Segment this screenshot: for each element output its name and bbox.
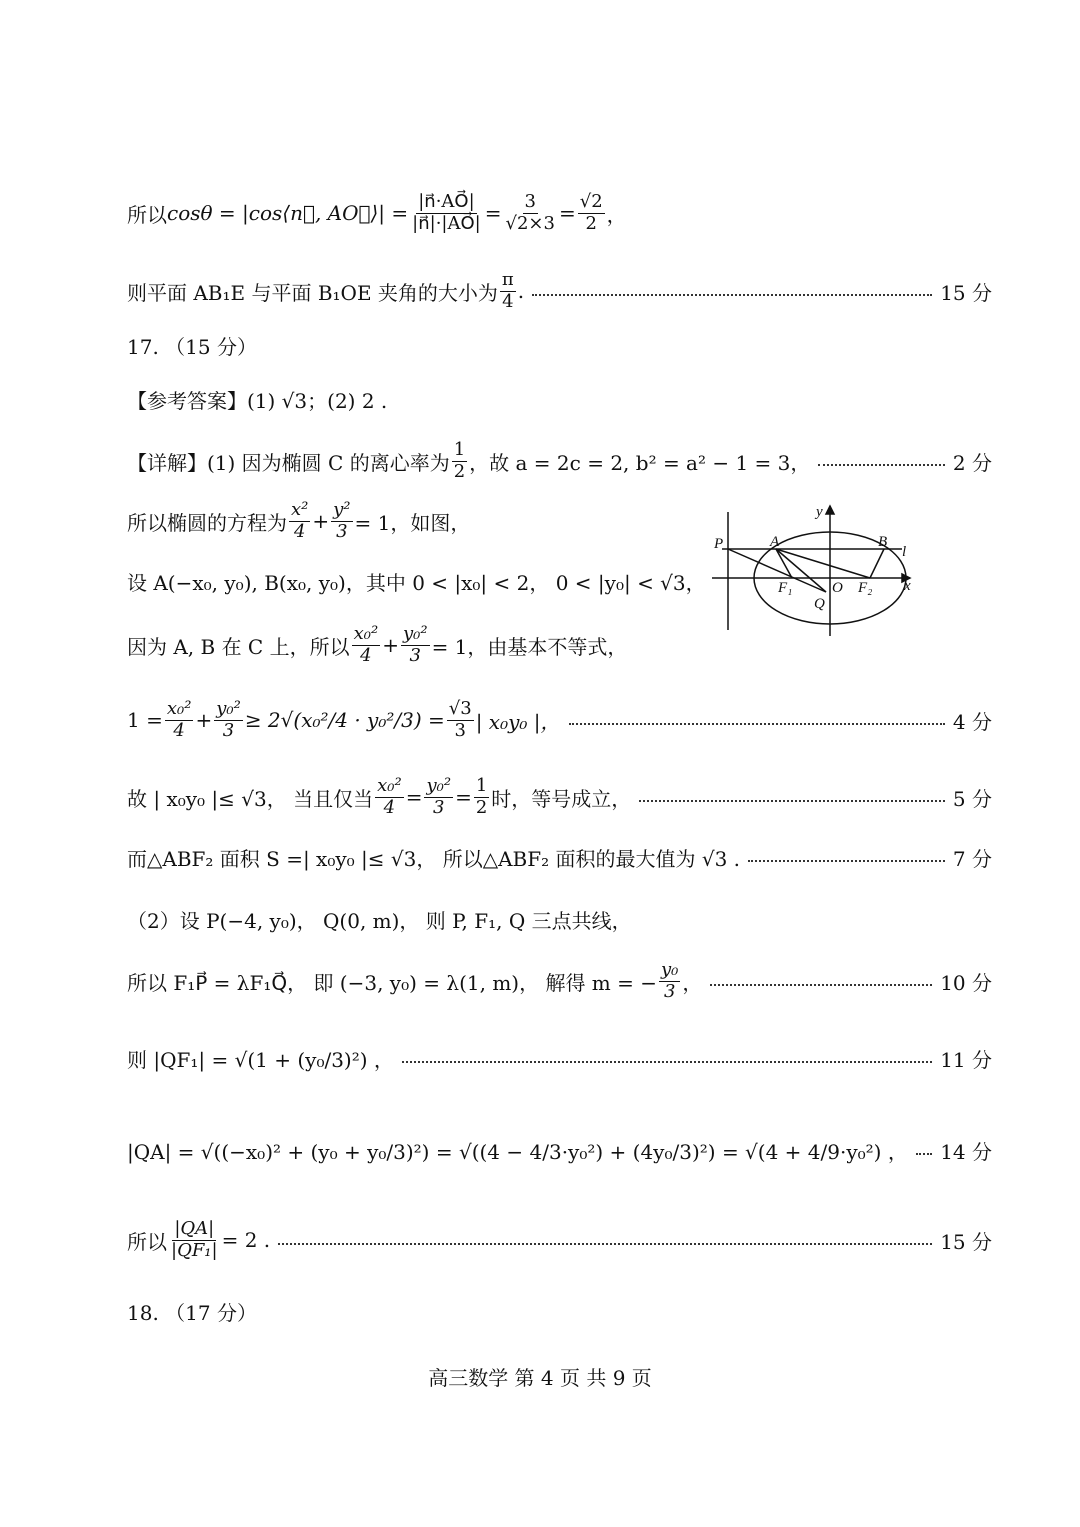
leader-dots — [818, 464, 945, 466]
score: 5 分 — [952, 786, 992, 811]
leader-dots — [639, 800, 945, 802]
page-footer: 高三数学 第 4 页 共 9 页 — [428, 1366, 652, 1390]
label-o: O — [832, 580, 843, 596]
fraction: $\frac{|n⃗\cdot AO⃗|}{|n⃗|\cdot|AO⃗|}$ — [412, 190, 481, 234]
fraction: $\frac{1}{2}$ — [453, 438, 466, 482]
fraction: $\frac{\text{y₀²}}{3}$ — [402, 622, 428, 666]
reference-answer — [127, 384, 992, 414]
fraction: $\frac{\text{x₀²}}{4}$ — [353, 622, 379, 666]
score: 2 分 — [952, 450, 992, 475]
fraction: $\frac{\text{y₀²}}{3}$ — [216, 697, 241, 741]
part-2-setup: （2）设 P(−4, y₀)， Q(0, m)， 则 P, F₁, Q 三点共线， — [127, 908, 632, 933]
fraction: $\frac{\text{x₀²}}{4}$ — [377, 774, 402, 818]
question-17-heading — [127, 330, 992, 360]
leader-dots — [402, 1061, 932, 1063]
score: 15 分 — [940, 1229, 992, 1254]
points-ab — [127, 566, 706, 596]
area-max: 而△ABF₂ 面积 S =| x₀y₀ |≤ √3， 所以△ABF₂ 面积的最大值为 √3 . 7 分 — [127, 842, 992, 872]
text: 设 A(−x₀, y₀), B(x₀, y₀)，其中 0 < |x₀| < 2， 0 < |y₀| < √3， — [127, 570, 706, 595]
collinear: 所以 F₁P⃗ = λF₁Q⃗， 即 (−3, y₀) = λ(1, m)， 解得 m = − $\frac{\text{y₀}}{3}$ ， 10 分 — [127, 958, 992, 1002]
fraction: $\frac{3}{√2\times 3}$ — [505, 190, 555, 234]
fraction: $\frac{|QA|}{\text{|QF₁|}}$ — [171, 1217, 218, 1261]
score: 7 分 — [952, 846, 992, 871]
text: 则平面 AB₁E 与平面 B₁OE 夹角的大小为 — [127, 280, 498, 305]
qa-length: |QA| = √((−x₀)² + (y₀ + y₀/3)²) = √((4 − 4/3·y₀²) + (4y₀/3)²) = √(4 + 4/9·y₀²) ， 14 分 — [127, 1122, 992, 1178]
label-x: x — [904, 578, 911, 594]
formula-cos-theta: 所以 cosθ = |cos⟨n⃗, AO⃗⟩| = $\frac{|n⃗\cdot AO⃗|}{|n⃗|\cdot|AO⃗|}$ = $\frac{3}{√2\times 3}$ = $\frac{√2}{2}$ ， — [127, 190, 627, 234]
score: 15 分 — [940, 280, 992, 305]
qf1-length: 则 |QF₁| = √(1 + (y₀/3)²) ， 11 分 — [127, 1030, 992, 1086]
ellipse-equation: 所以椭圆的方程为 $\frac{\text{x²}}{4}$ + $\frac{\text{y²}}{3}$ = 1，如图， — [127, 498, 471, 542]
label-f2: F₂ — [858, 580, 873, 596]
question-18-heading: 18. （17 分） — [127, 1300, 257, 1325]
text-lead: 所以 — [127, 202, 167, 227]
ellipse-figure — [702, 500, 922, 640]
label-l: l — [902, 544, 907, 560]
text: 【详解】(1) 因为椭圆 C 的离心率为 — [127, 450, 450, 475]
fraction: $\frac{\text{y²}}{3}$ — [333, 498, 351, 542]
segment-pq — [728, 549, 826, 592]
fraction: $\frac{√2}{2}$ — [579, 190, 603, 234]
fraction: $\frac{\text{y₀}}{3}$ — [661, 958, 679, 1002]
score: 11 分 — [940, 1047, 992, 1072]
score: 10 分 — [940, 970, 992, 995]
text: 所以椭圆的方程为 — [127, 510, 287, 535]
score: 14 分 — [940, 1139, 992, 1164]
points-on-c: 因为 A, B 在 C 上，所以 $\frac{\text{x₀²}}{4}$ + $\frac{\text{y₀²}}{3}$ = 1，由基本不等式， — [127, 622, 628, 666]
label-y: y — [816, 504, 823, 520]
fraction: $\frac{\text{x₀²}}{4}$ — [166, 697, 192, 741]
text: 【参考答案】(1) √3；(2) 2 . — [127, 388, 388, 413]
label-a: A — [770, 534, 780, 550]
segment-bf2 — [870, 549, 884, 578]
text: 17. （15 分） — [127, 334, 257, 359]
inequality: 1 = $\frac{\text{x₀²}}{4}$ + $\frac{\text{y₀²}}{3}$ ≥ 2√(x₀²/4 · y₀²/3) = $\frac{√3}{3}$ | x₀y₀ |， 4 分 — [127, 697, 992, 741]
equality-condition: 故 | x₀y₀ |≤ √3， 当且仅当 $\frac{\text{x₀²}}{4}$ = $\frac{\text{y₀²}}{3}$ = $\frac{1}{2}$ 时，等号成立， 5 分 — [127, 774, 992, 818]
detail-1: 【详解】(1) 因为椭圆 C 的离心率为 $\frac{1}{2}$ ，故 a = 2c = 2, b² = a² − 1 = 3， 2 分 — [127, 438, 992, 482]
text: 因为 A, B 在 C 上，所以 — [127, 634, 350, 659]
fraction: $\frac{√3}{3}$ — [448, 697, 472, 741]
leader-dots — [710, 984, 932, 986]
fraction: $\frac{1}{2}$ — [475, 774, 488, 818]
label-f1: F₁ — [778, 580, 793, 596]
label-b: B — [878, 534, 888, 550]
leader-dots — [569, 723, 945, 725]
fraction: $\frac{\text{y₀²}}{3}$ — [426, 774, 452, 818]
angle-conclusion: 则平面 AB₁E 与平面 B₁OE 夹角的大小为 $\frac{\pi}{4}$ . 15 分 — [127, 268, 992, 312]
leader-dots — [748, 860, 945, 862]
label-q: Q — [814, 596, 825, 612]
score: 4 分 — [952, 709, 992, 734]
y-axis-arrow-icon — [826, 506, 834, 514]
leader-dots — [278, 1243, 932, 1245]
expr: cosθ = |cos⟨n⃗, AO⃗⟩| = — [167, 201, 409, 225]
label-p: P — [714, 536, 724, 552]
ratio-result: 所以 $\frac{|QA|}{\text{|QF₁|}}$ = 2 . 15 分 — [127, 1217, 992, 1261]
fraction: $\frac{\pi}{4}$ — [501, 268, 514, 312]
leader-dots — [916, 1153, 932, 1155]
leader-dots — [532, 294, 932, 296]
fraction: $\frac{\text{x²}}{4}$ — [291, 498, 309, 542]
